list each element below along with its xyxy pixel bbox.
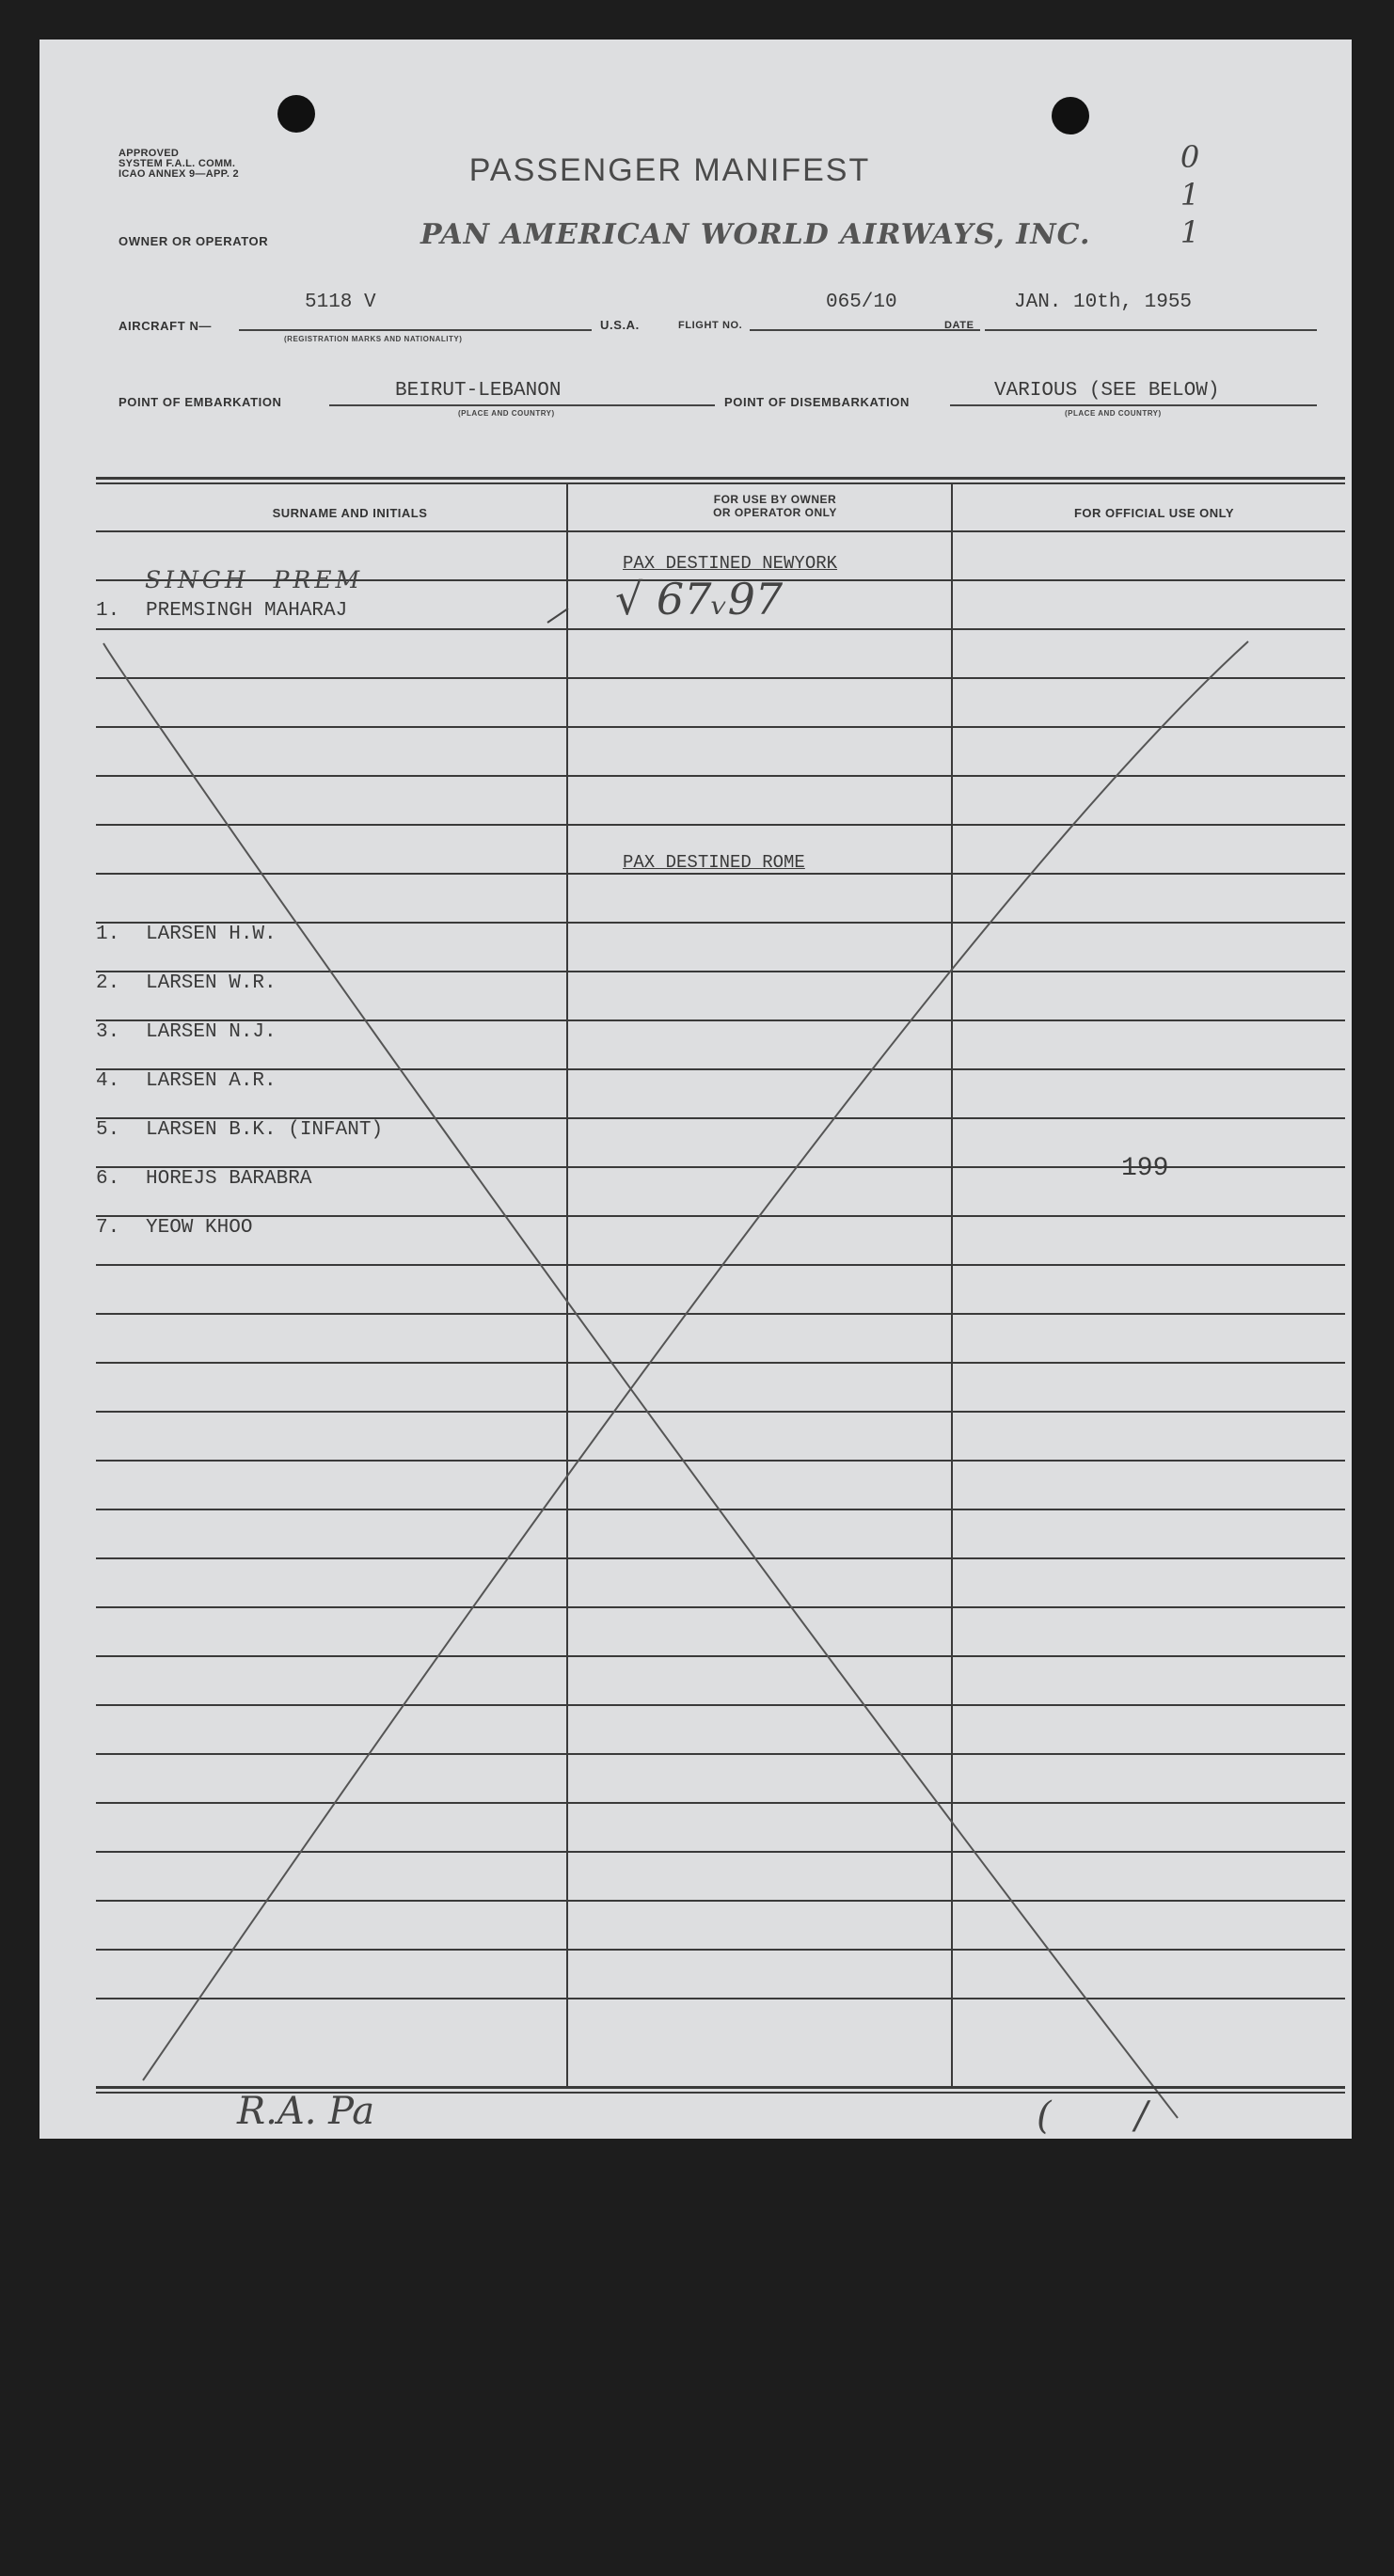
passenger-number: 4. bbox=[96, 1070, 120, 1092]
flight-label: FLIGHT NO. bbox=[678, 320, 743, 331]
passenger-name: LARSEN N.J. bbox=[146, 1021, 277, 1043]
handwritten-check-mark: √ 67ᵥ97 bbox=[615, 574, 784, 624]
usa-label: U.S.A. bbox=[600, 318, 640, 332]
carrier-name: PAN AMERICAN WORLD AIRWAYS, INC. bbox=[420, 218, 1091, 251]
passenger-number: 2. bbox=[96, 972, 120, 994]
passenger-number: 6. bbox=[96, 1168, 120, 1190]
column-official-use: FOR OFFICIAL USE ONLY bbox=[1073, 506, 1235, 520]
embarkation-value: BEIRUT-LEBANON bbox=[395, 380, 562, 402]
passenger-name: LARSEN H.W. bbox=[146, 924, 277, 945]
form-title: PASSENGER MANIFEST bbox=[468, 152, 871, 188]
passenger-number: 7. bbox=[96, 1217, 120, 1239]
table-bottom-rule bbox=[96, 2086, 1345, 2089]
handwritten-name: SINGH PREM bbox=[145, 566, 364, 593]
passenger-number: 5. bbox=[96, 1119, 120, 1141]
passenger-name: LARSEN B.K. (INFANT) bbox=[146, 1119, 384, 1141]
flight-value: 065/10 bbox=[826, 292, 897, 313]
newyork-section-header: PAX DESTINED NEWYORK bbox=[623, 553, 838, 574]
manifest-paper bbox=[40, 40, 1352, 2139]
newyork-passenger-number: 1. bbox=[96, 600, 120, 622]
disembarkation-caption: (PLACE AND COUNTRY) bbox=[1065, 409, 1162, 418]
owner-label: OWNER OR OPERATOR bbox=[119, 234, 269, 248]
passenger-number: 1. bbox=[96, 924, 120, 945]
newyork-passenger-name: PREMSINGH MAHARAJ bbox=[146, 600, 348, 622]
corner-note: 0 1 1 bbox=[1180, 139, 1200, 250]
date-label: DATE bbox=[944, 320, 974, 331]
passenger-number: 3. bbox=[96, 1021, 120, 1043]
disembarkation-value: VARIOUS (SEE BELOW) bbox=[994, 380, 1220, 402]
passenger-name: LARSEN W.R. bbox=[146, 972, 277, 994]
registration-caption: (REGISTRATION MARKS AND NATIONALITY) bbox=[284, 335, 463, 343]
signature: R.A. Pa bbox=[237, 2090, 375, 2133]
passenger-name: HOREJS BARABRA bbox=[146, 1168, 312, 1190]
date-value: JAN. 10th, 1955 bbox=[1014, 292, 1193, 313]
official-mark: 199 bbox=[1121, 1154, 1169, 1183]
passenger-name: YEOW KHOO bbox=[146, 1217, 253, 1239]
approval-note: APPROVED SYSTEM F.A.L. COMM. ICAO ANNEX 9—APP. 2 bbox=[119, 148, 239, 180]
column-surname: SURNAME AND INITIALS bbox=[272, 506, 428, 520]
column-owner-use: FOR USE BY OWNER OR OPERATOR ONLY bbox=[713, 493, 837, 519]
embarkation-label: POINT OF EMBARKATION bbox=[119, 395, 282, 409]
aircraft-label: AIRCRAFT N— bbox=[119, 319, 213, 333]
embarkation-caption: (PLACE AND COUNTRY) bbox=[458, 409, 555, 418]
aircraft-value: 5118 V bbox=[305, 292, 376, 313]
cancel-cross-mark bbox=[40, 40, 1352, 2139]
passenger-name: LARSEN A.R. bbox=[146, 1070, 277, 1092]
rome-section-header: PAX DESTINED ROME bbox=[623, 852, 805, 873]
disembarkation-label: POINT OF DISEMBARKATION bbox=[724, 395, 910, 409]
bottom-mark: ( / bbox=[1037, 2094, 1148, 2138]
